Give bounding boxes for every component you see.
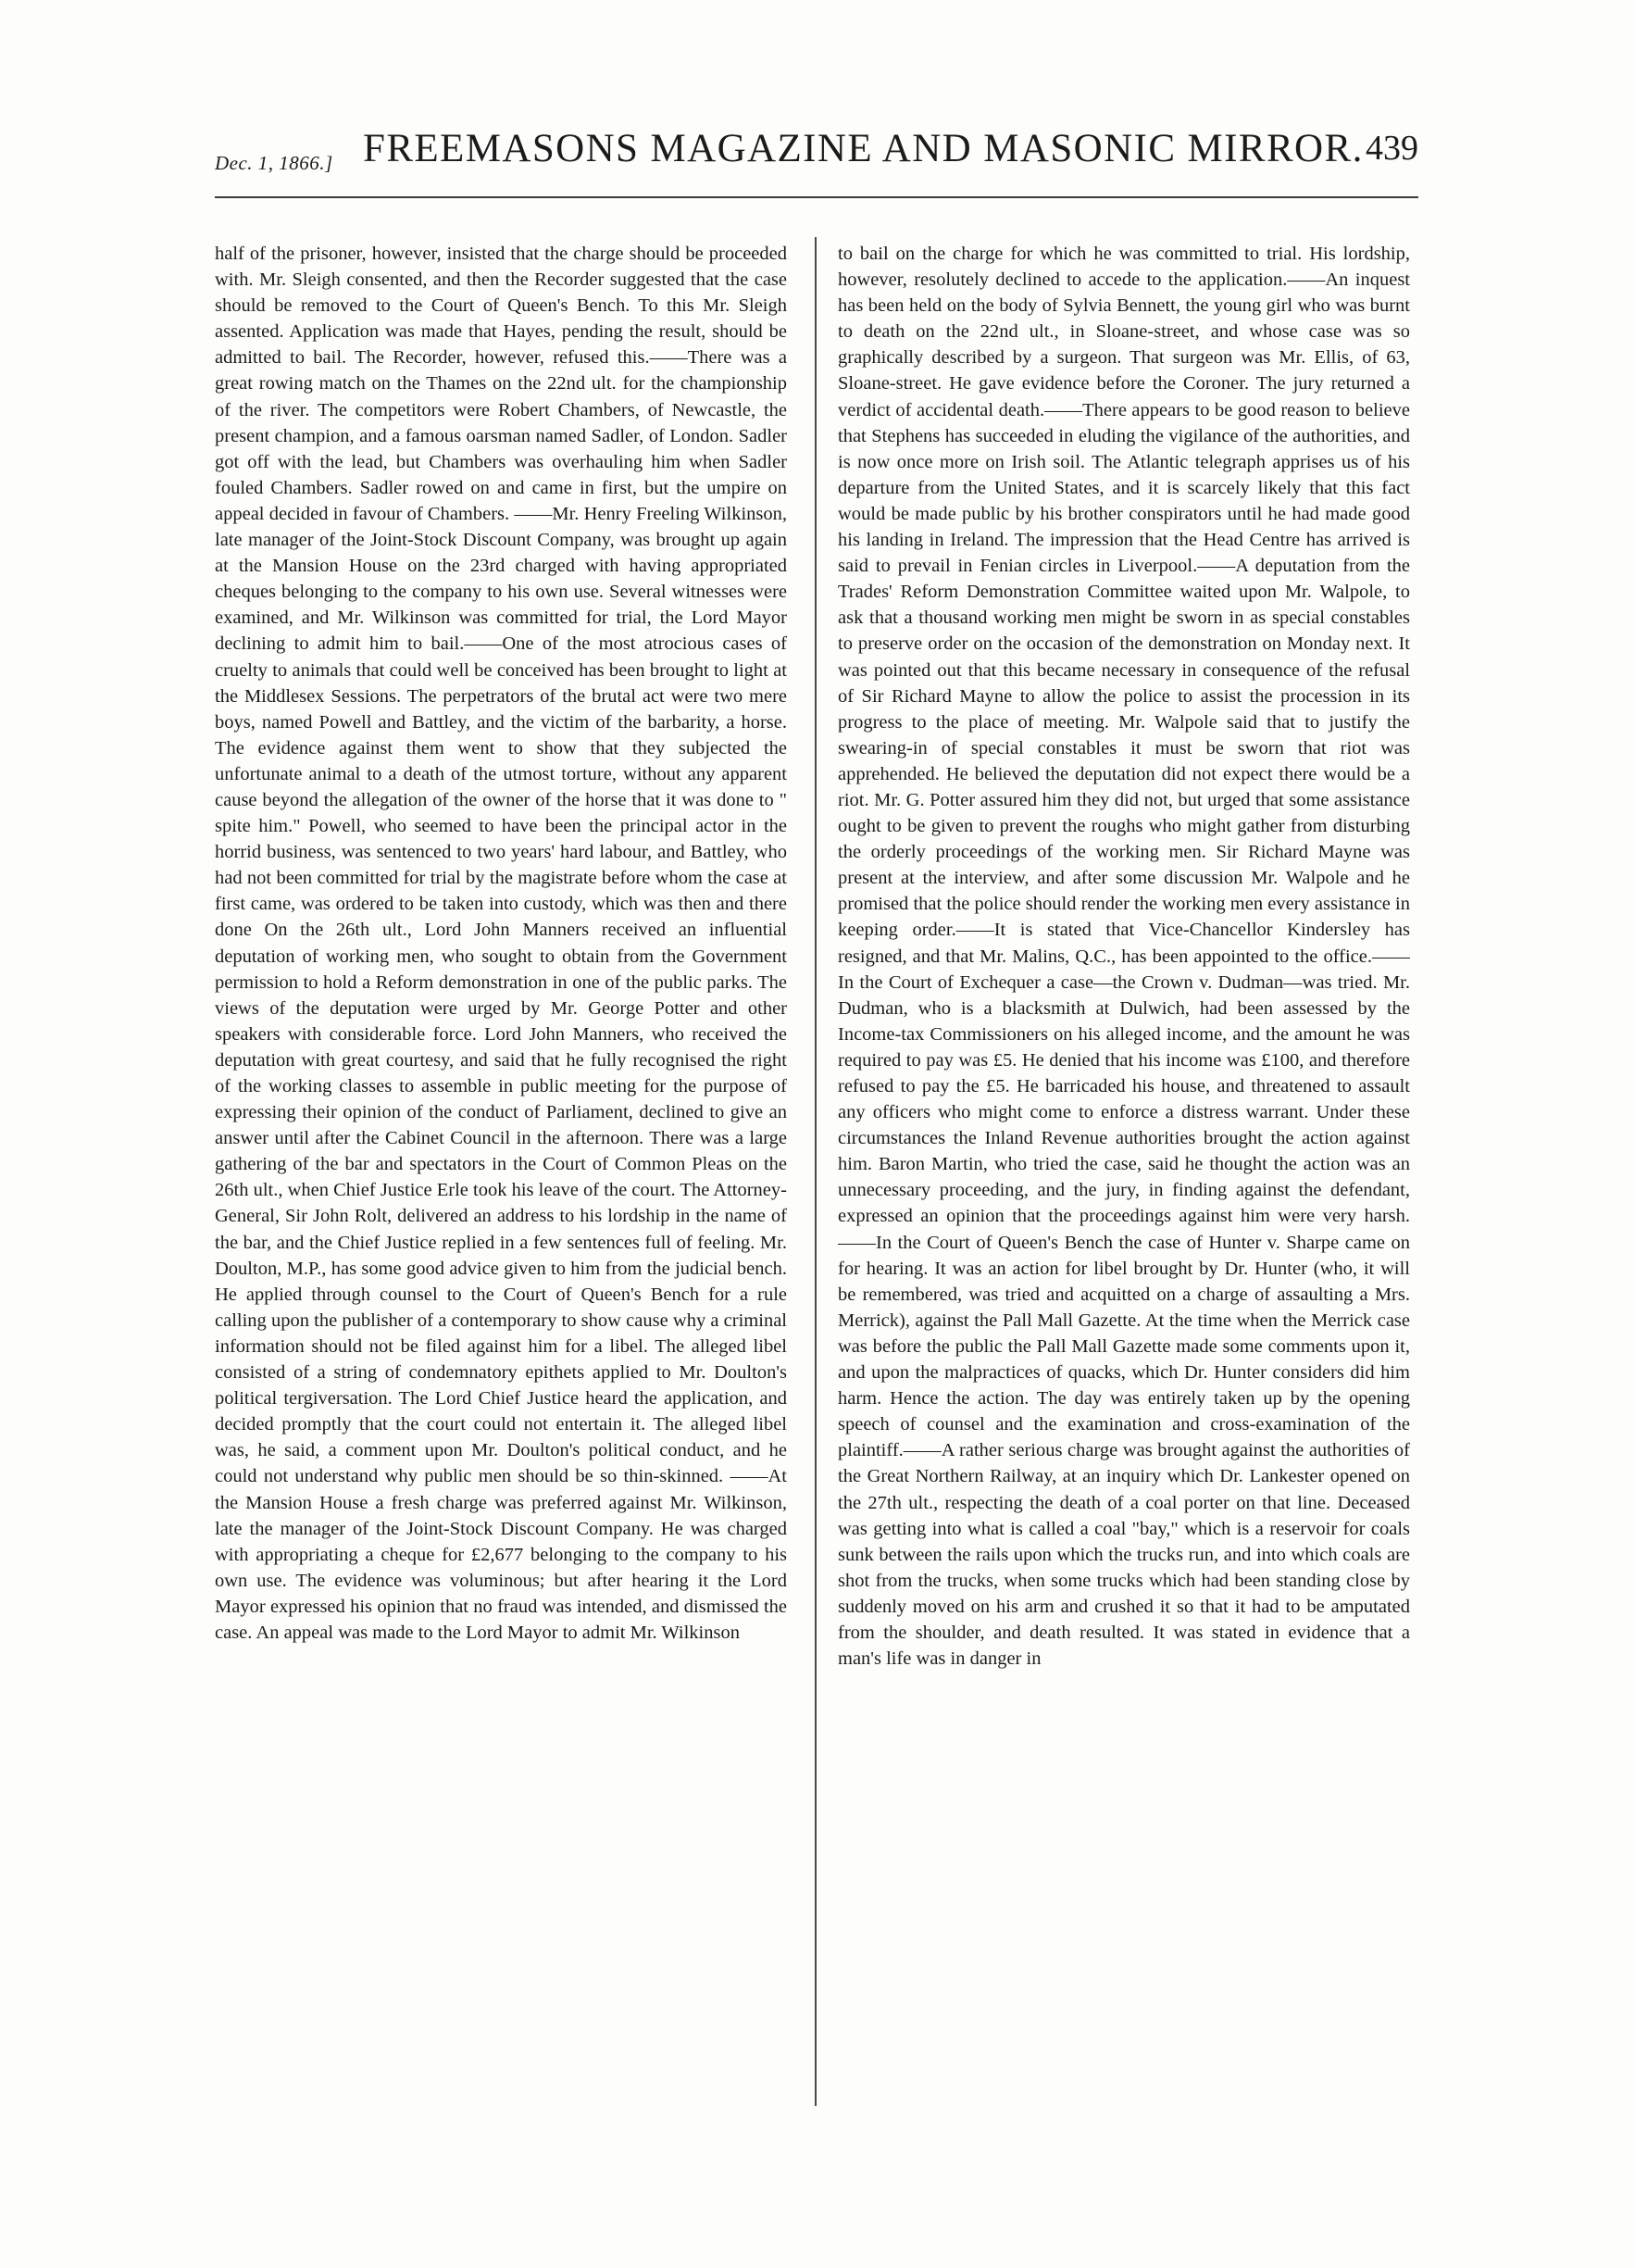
issue-date: Dec. 1, 1866.] bbox=[215, 152, 333, 174]
page-header bbox=[215, 120, 1418, 194]
page-number: 439 bbox=[1366, 129, 1418, 168]
column-text: half of the prisoner, however, insisted that the charge should be proceeded with. Mr. Sleigh consented, and then the Recorder suggested that the case should be removed to the Court of Queen's Bench. To this Mr. Sleigh assented. Application was made that Hayes, pending the result, should be admitted to bail. The Recorder, however, refused this.——There was a great rowing match on the Thames on the 22nd ult. for the championship of the river. The competitors were Robert Chambers, of Newcastle, the present champion, and a famous oarsman named Sadler, of London. Sadler got off with the lead, but Chambers was overhauling him when Sadler fouled Chambers. Sadler rowed on and came in first, but the umpire on appeal decided in favour of Chambers. ——Mr. Henry Freeling Wilkinson, late manager of the Joint-Stock Discount Company, was brought up again at the Mansion House on the 23rd charged with having appropriated cheques belonging to the company to his own use. Several witnesses were examined, and Mr. Wilkinson was committed for trial, the Lord Mayor declining to admit him to bail.——One of the most atrocious cases of cruelty to animals that could well be conceived has been brought to light at the Middlesex Sessions. The perpetrators of the brutal act were two mere boys, named Powell and Battley, and the victim of the barbarity, a horse. The evidence against them went to show that they subjected the unfortunate animal to a death of the utmost torture, without any apparent cause beyond the allegation of the owner of the horse that it was done to " spite him." Powell, who seemed to have been the principal actor in the horrid business, was sentenced to two years' hard labour, and Battley, who had not been committed for trial by the magistrate before whom the case at first came, was ordered to be taken into custody, which was then and there done On the 26th ult., Lord John Manners received an influential deputation of working men, who sought to obtain from the Government permission to hold a Reform demonstration in one of the public parks. The views of the deputation were urged by Mr. George Potter and other speakers with considerable force. Lord John Manners, who received the deputation with great courtesy, and said that he fully recognised the right of the working classes to assemble in public meeting for the purpose of expressing their opinion of the conduct of Parliament, declined to give an answer until after the Cabinet Council in the afternoon. There was a large gathering of the bar and spectators in the Court of Common Pleas on the 26th ult., when Chief Justice Erle took his leave of the court. The Attorney-General, Sir John Rolt, delivered an address to his lordship in the name of the bar, and the Chief Justice replied in a few sentences full of feeling. Mr. Doulton, M.P., has some good advice given to him from the judicial bench. He applied through counsel to the Court of Queen's Bench for a rule calling upon the publisher of a contemporary to show cause why a criminal information should not be filed against him for a libel. The alleged libel consisted of a string of condemnatory epithets applied to Mr. Doulton's political tergiversation. The Lord Chief Justice heard the application, and decided promptly that the court could not entertain it. The alleged libel was, he said, a comment upon Mr. Doulton's political conduct, and he could not understand why public men should be so thin-skinned. ——At the Mansion House a fresh charge was preferred against Mr. Wilkinson, late the manager of the Joint-Stock Discount Company. He was charged with appropriating a cheque for £2,677 belonging to the company to his own use. The evidence was voluminous; but after hearing it the Lord Mayor expressed his opinion that no fraud was intended, and dismissed the case. An appeal was made to the Lord Mayor to admit Mr. Wilkinson bbox=[215, 244, 787, 1643]
header-rule bbox=[215, 196, 1418, 198]
text-column-right bbox=[838, 241, 1410, 2121]
text-column-left bbox=[215, 241, 787, 2121]
column-divider bbox=[815, 237, 817, 2106]
publication-title: FREEMASONS MAGAZINE AND MASONIC MIRROR. bbox=[363, 127, 1364, 170]
column-text: to bail on the charge for which he was committed to trial. His lordship, however, resolutely declined to accede to the application.——An inquest has been held on the body of Sylvia Bennett, the young girl who was burnt to death on the 22nd ult., in Sloane-street, and whose case was so graphically described by a surgeon. That surgeon was Mr. Ellis, of 63, Sloane-street. He gave evidence before the Coroner. The jury returned a verdict of accidental death.——There appears to be good reason to believe that Stephens has succeeded in eluding the vigilance of the authorities, and is now once more on Irish soil. The Atlantic telegraph apprises us of his departure from the United States, and it is scarcely likely that this fact would be made public by his brother conspirators until he had made good his landing in Ireland. The impression that the Head Centre has arrived is said to prevail in Fenian circles in Liverpool.——A deputation from the Trades' Reform Demonstration Committee waited upon Mr. Walpole, to ask that a thousand working men might be sworn in as special constables to preserve order on the occasion of the demonstration on Monday next. It was pointed out that this became necessary in consequence of the refusal of Sir Richard Mayne to allow the police to assist the procession in its progress to the place of meeting. Mr. Walpole said that to justify the swearing-in of special constables it must be sworn that riot was apprehended. He believed the deputation did not expect there would be a riot. Mr. G. Potter assured him they did not, but urged that some assistance ought to be given to prevent the roughs who might gather from disturbing the orderly proceedings of the working men. Sir Richard Mayne was present at the interview, and after some discussion Mr. Walpole and he promised that the police should render the working men every assistance in keeping order.——It is stated that Vice-Chancellor Kindersley has resigned, and that Mr. Malins, Q.C., has been appointed to the office.——In the Court of Exchequer a case—the Crown v. Dudman—was tried. Mr. Dudman, who is a blacksmith at Dulwich, had been assessed by the Income-tax Commissioners on his alleged income, and the amount he was required to pay was £5. He denied that his income was £100, and therefore refused to pay the £5. He barricaded his house, and threatened to assault any officers who might come to enforce a distress warrant. Under these circumstances the Inland Revenue authorities brought the action against him. Baron Martin, who tried the case, said he thought the action was an unnecessary proceeding, and the jury, in finding against the defendant, expressed an opinion that the proceedings against him were very harsh.——In the Court of Queen's Bench the case of Hunter v. Sharpe came on for hearing. It was an action for libel brought by Dr. Hunter (who, it will be remembered, was tried and acquitted on a charge of assaulting a Mrs. Merrick), against the Pall Mall Gazette. At the time when the Merrick case was before the public the Pall Mall Gazette made some comments upon it, and upon the malpractices of quacks, which Dr. Hunter considers did him harm. Hence the action. The day was entirely taken up by the opening speech of counsel and the examination and cross-examination of the plaintiff.——A rather serious charge was brought against the authorities of the Great Northern Railway, at an inquiry which Dr. Lankester opened on the 27th ult., respecting the death of a coal porter on that line. Deceased was getting into what is called a coal "bay," which is a reservoir for coals sunk between the rails upon which the trucks run, and into which coals are shot from the trucks, when some trucks which had been standing close by suddenly moved on his arm and crushed it so that it had to be amputated from the shoulder, and death resulted. It was stated in evidence that a man's life was in danger in bbox=[838, 244, 1410, 1670]
